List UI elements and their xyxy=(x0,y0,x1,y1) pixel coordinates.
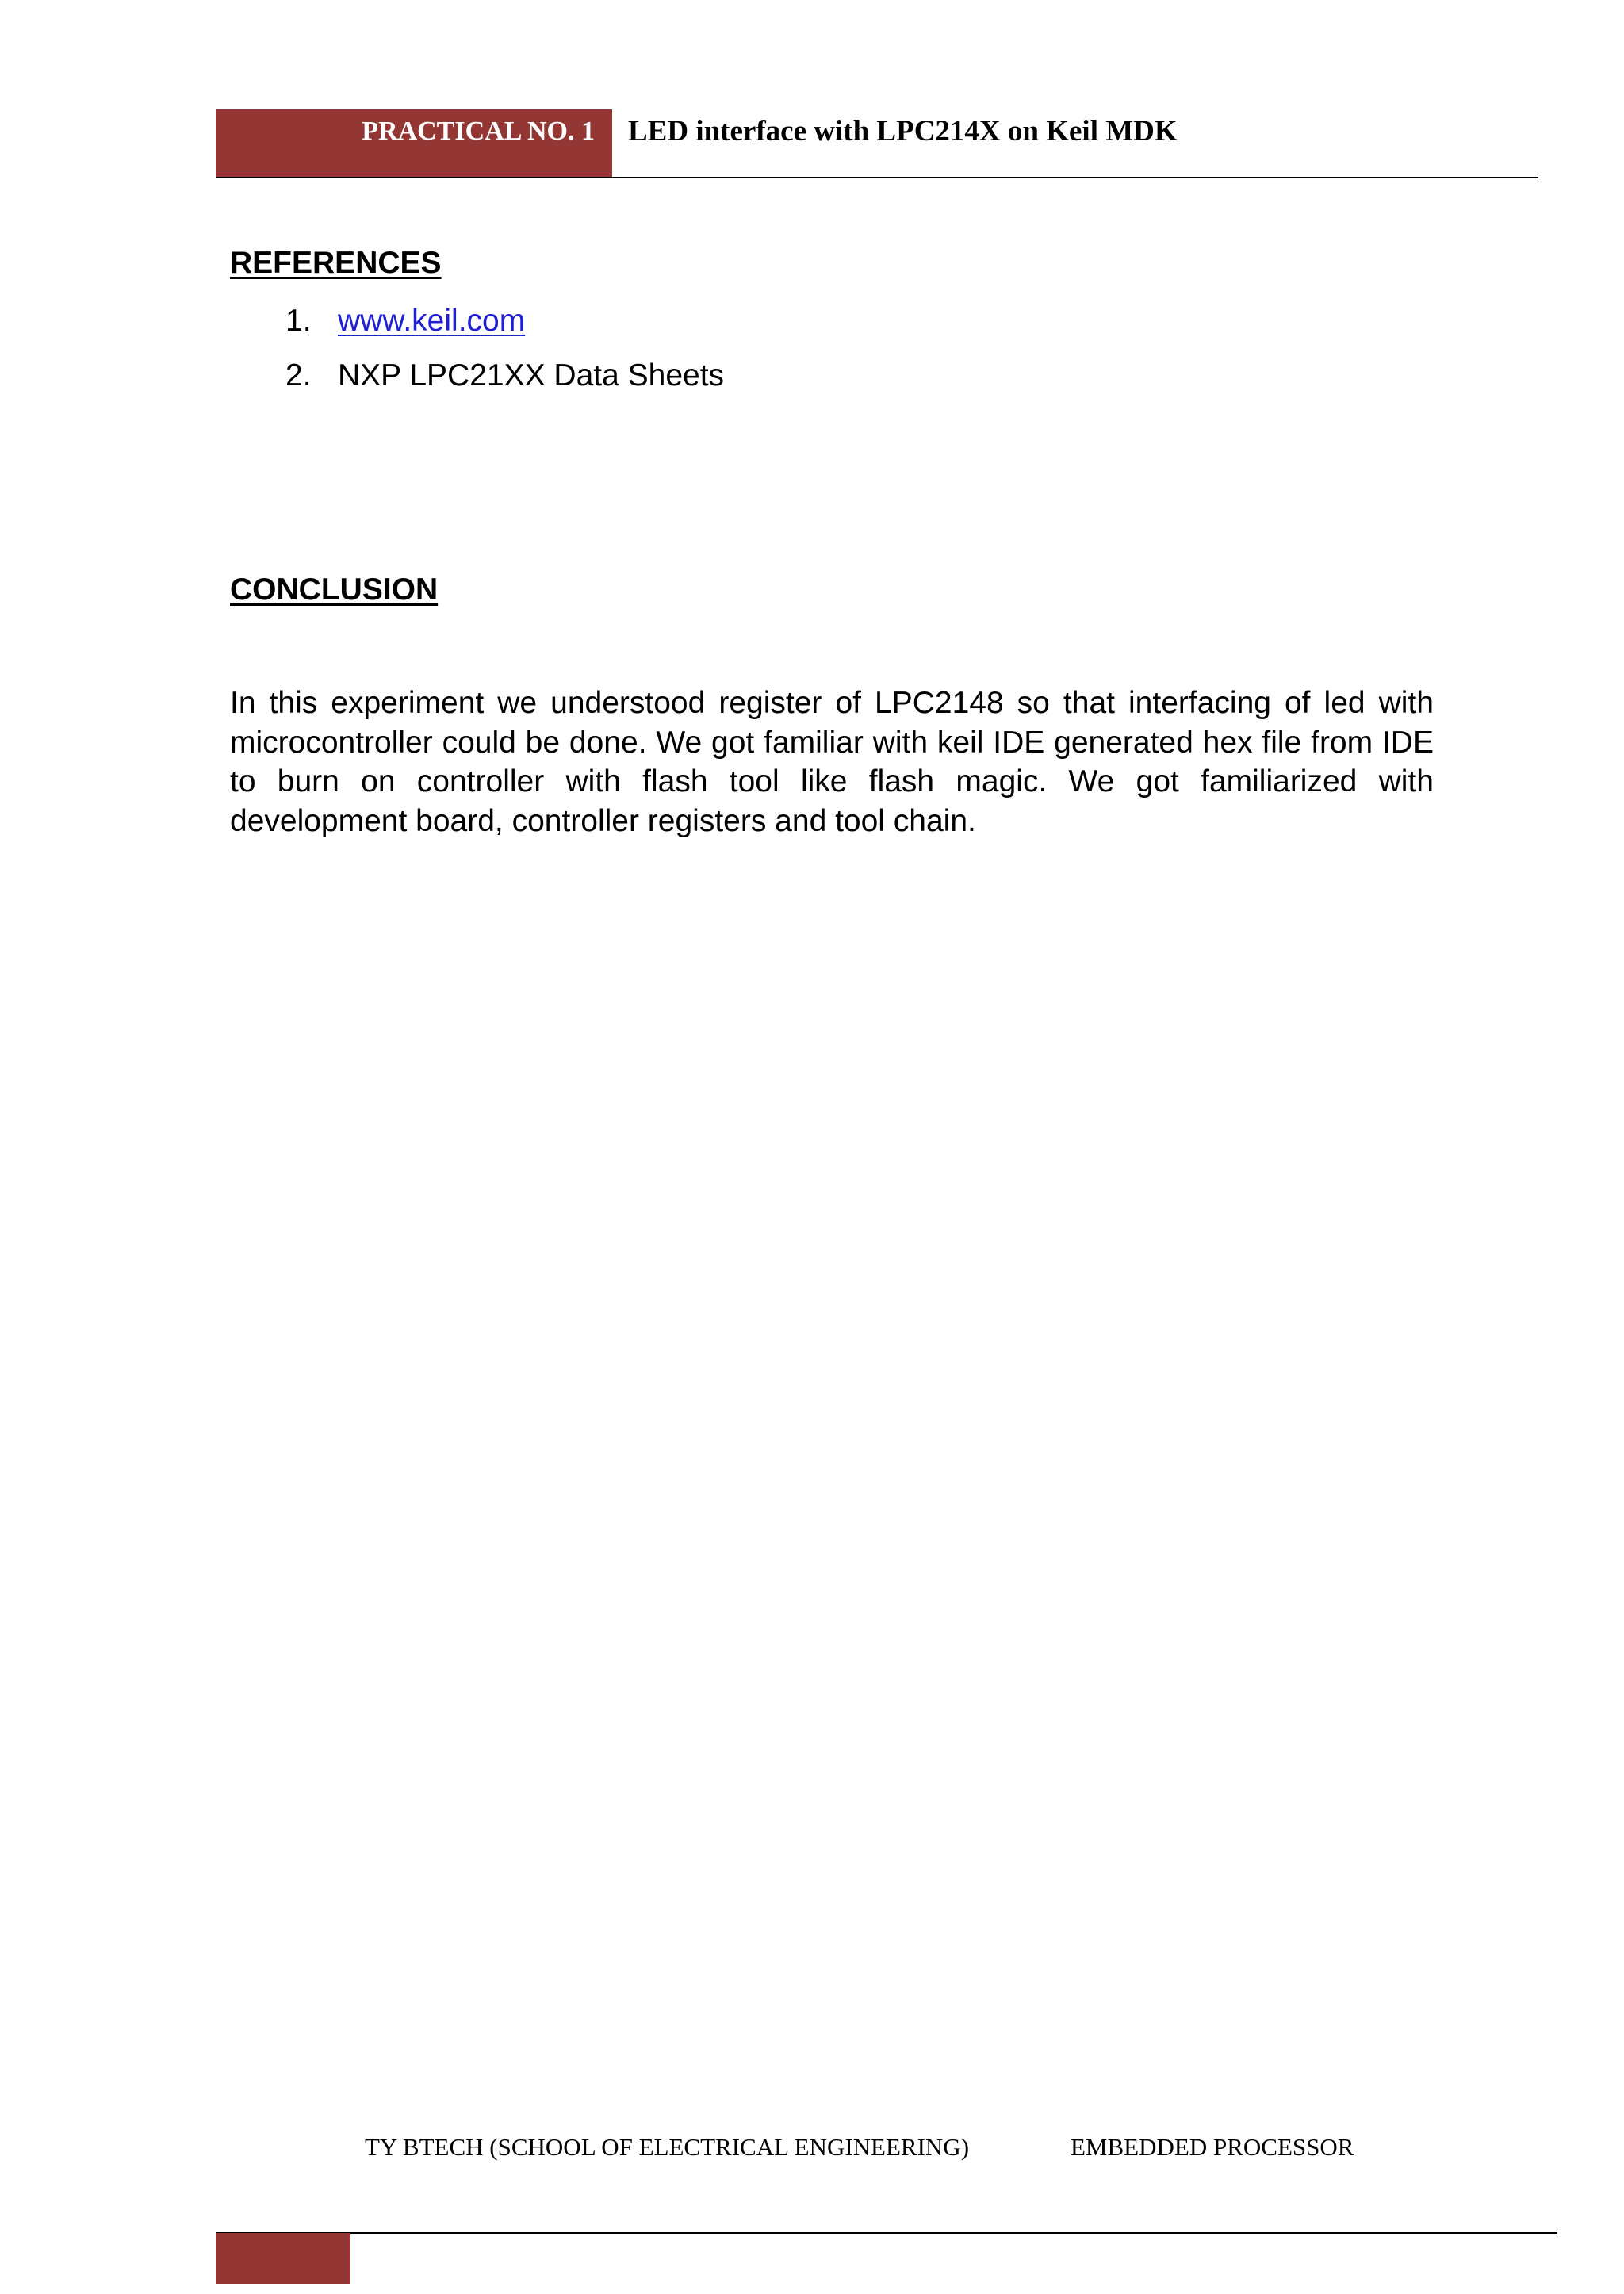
keil-website-link[interactable]: www.keil.com xyxy=(338,304,526,338)
conclusion-heading: CONCLUSION xyxy=(230,573,439,607)
conclusion-paragraph: In this experiment we understood register of LPC2148 so that interfacing of led with microcontroller could be done. We got familiar with keil IDE generated hex file from IDE to burn on controller with flash tool like flash magic. We got familiarized with development board, controller registers and tool chain. xyxy=(230,686,1434,838)
practical-number: PRACTICAL NO. 1 xyxy=(362,117,595,146)
list-item xyxy=(285,353,724,408)
footer-divider xyxy=(216,2232,1557,2234)
page-title: LED interface with LPC214X on Keil MDK xyxy=(628,115,1178,147)
references-heading: REFERENCES xyxy=(230,246,442,280)
footer-subject-text: EMBEDDED PROCESSOR xyxy=(1071,2133,1354,2161)
header-divider xyxy=(216,177,1538,178)
reference-text: NXP LPC21XX Data Sheets xyxy=(338,358,725,393)
footer-school-text: TY BTECH (SCHOOL OF ELECTRICAL ENGINEERING) xyxy=(365,2133,970,2161)
references-list xyxy=(285,298,724,408)
list-item-number: 1. xyxy=(285,304,312,338)
list-item xyxy=(285,298,724,353)
list-item-number: 2. xyxy=(285,358,312,393)
footer-accent-block xyxy=(216,2233,350,2284)
